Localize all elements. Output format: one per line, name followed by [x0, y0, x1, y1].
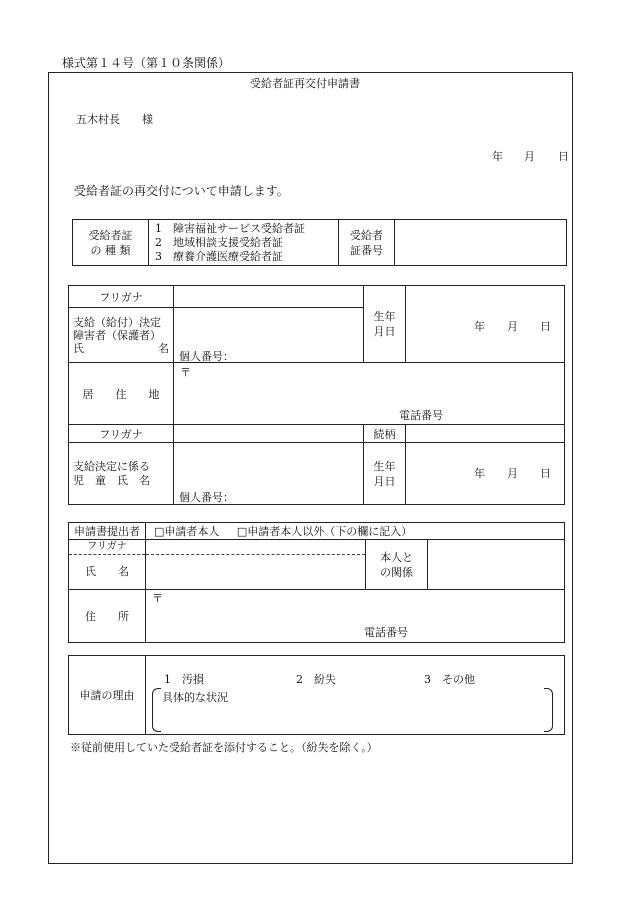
submitter-name-label: [69, 540, 146, 590]
applicant-phone-label: 電話番号: [399, 409, 443, 422]
child-name-label-line2: 児 童 氏 名: [73, 473, 150, 487]
child-furigana-field[interactable]: [174, 425, 364, 443]
child-birth-day: 日: [540, 467, 551, 480]
certificate-number-label-line2: 証番号: [350, 243, 383, 257]
certificate-type-label-line1: 受給者証: [88, 228, 133, 242]
reason-detail-bracket-right: [544, 688, 553, 732]
child-birth-label-line2: 月日: [373, 474, 396, 488]
reason-detail-bracket-left: [152, 688, 161, 732]
certificate-type-option: 3 療養介護医療受給者証: [155, 249, 283, 263]
child-birth-field[interactable]: [406, 443, 565, 505]
footnote: ※従前使用していた受給者証を添付すること。（紛失を除く。）: [70, 741, 378, 754]
submitter-option-self[interactable]: □申請者本人: [154, 525, 220, 538]
submitter-name-field[interactable]: [146, 540, 366, 590]
applicant-birth-day: 日: [540, 320, 551, 333]
applicant-birth-month: 月: [507, 320, 518, 333]
submitter-relation-label-line2: の関係: [380, 565, 413, 579]
child-name-field[interactable]: [174, 443, 364, 505]
applicant-table: [68, 285, 565, 505]
submitter-option-other[interactable]: □申請者本人以外（下の欄に記入）: [236, 525, 413, 538]
certificate-number-label: [339, 220, 395, 266]
applicant-furigana-label: フリガナ: [69, 286, 174, 308]
form-title: 受給者証再交付申請書: [250, 77, 360, 90]
child-relation-label: 続柄: [364, 425, 406, 443]
applicant-birth-field[interactable]: [406, 286, 565, 363]
applicant-birth-label: [364, 286, 406, 363]
applicant-furigana-field[interactable]: [174, 286, 364, 308]
applicant-name-field[interactable]: [174, 308, 364, 363]
form-number: 様式第１４号（第１０条関係）: [62, 56, 231, 70]
applicant-name-label-line3: [73, 342, 169, 355]
reason-option-lost[interactable]: 2 紛失: [296, 673, 336, 686]
submitter-address-label: 住 所: [69, 590, 146, 643]
submitter-furigana-field[interactable]: [146, 540, 365, 555]
applicant-postal-mark: 〒: [180, 366, 191, 379]
certificate-type-option: 2 地域相談支援受給者証: [155, 235, 283, 249]
addressee: 五木村長 様: [76, 113, 153, 126]
child-relation-field[interactable]: [406, 425, 565, 443]
applicant-birth-year: 年: [474, 320, 485, 333]
applicant-name-label-shi: 氏: [73, 341, 84, 355]
applicant-name-label-line2: 障害者（保護者）: [73, 328, 161, 342]
child-birth-label: [364, 443, 406, 505]
applicant-address-label: 居 住 地: [69, 363, 174, 425]
child-name-label-line1: 支給決定に係る: [73, 459, 150, 473]
submitter-furigana-label: フリガナ: [69, 540, 145, 555]
date-year: 年: [492, 150, 503, 163]
applicant-birth-label-line1: 生年: [373, 310, 396, 323]
reason-detail-label: 具体的な状況: [162, 691, 228, 704]
submitter-relation-label-line1: 本人と: [380, 550, 413, 564]
applicant-birth-label-line2: 月日: [373, 325, 396, 338]
certificate-number-label-line1: 受給者: [350, 228, 383, 242]
certificate-type-label-line2: の 種 類: [90, 243, 131, 257]
intro-text: 受給者証の再交付について申請します。: [74, 184, 289, 198]
submitter-label: 申請書提出者: [69, 523, 146, 540]
child-birth-year: 年: [474, 467, 485, 480]
submitter-phone-label: 電話番号: [364, 626, 408, 639]
child-birth-label-line1: 生年: [373, 459, 396, 473]
submitter-address-field[interactable]: [146, 590, 565, 643]
submitter-postal-mark: 〒: [152, 592, 163, 605]
certificate-table: [72, 219, 567, 266]
date-month: 月: [524, 150, 535, 163]
submitter-relation-label: [366, 540, 428, 590]
submitter-relation-field[interactable]: [428, 540, 565, 590]
reason-detail-field[interactable]: [162, 704, 540, 728]
submitter-name-label-text: 氏 名: [85, 565, 129, 578]
certificate-number-field[interactable]: [395, 220, 567, 266]
applicant-id-number-label: 個人番号：: [179, 350, 234, 363]
reason-option-other[interactable]: 3 その他: [424, 673, 475, 686]
child-id-number-label: 個人番号：: [179, 491, 234, 504]
submitter-table: [68, 522, 565, 643]
child-furigana-label: フリガナ: [69, 425, 174, 443]
child-name-label: [69, 443, 174, 505]
applicant-name-label-line1: 支給（給付）決定: [73, 315, 161, 329]
reason-table: [68, 655, 565, 735]
reason-label: 申請の理由: [69, 656, 146, 735]
applicant-name-label-mei: 名: [158, 341, 169, 355]
applicant-name-label: [69, 308, 174, 363]
date-day: 日: [558, 150, 569, 163]
certificate-type-option: 1 障害福祉サービス受給者証: [155, 221, 305, 235]
certificate-type-label: [73, 220, 149, 266]
reason-option-soiled[interactable]: 1 汚損: [164, 673, 204, 686]
certificate-types: [149, 220, 339, 266]
submitter-options: [146, 523, 565, 540]
child-birth-month: 月: [507, 467, 518, 480]
applicant-address-field[interactable]: [174, 363, 565, 425]
reason-field: [146, 656, 565, 735]
